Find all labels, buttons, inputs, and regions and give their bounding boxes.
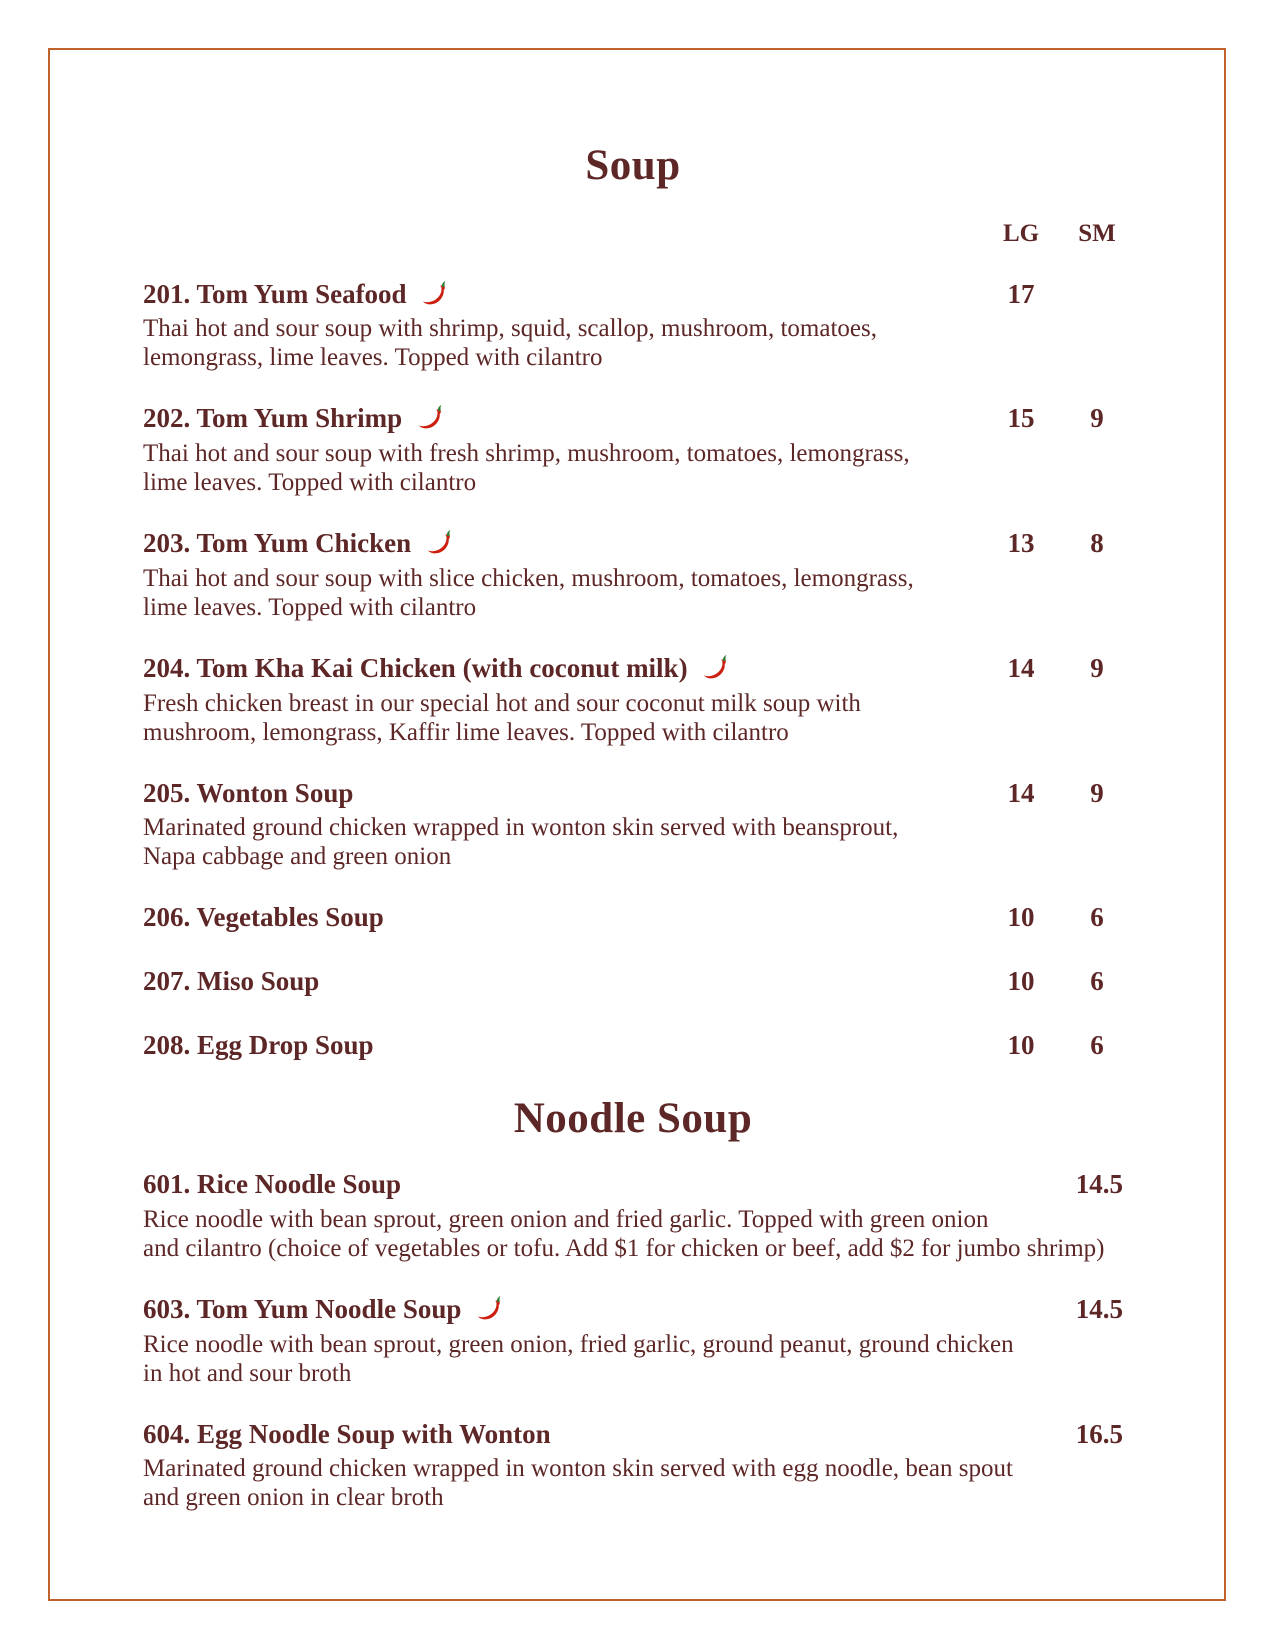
price-large: 15 (1007, 403, 1035, 434)
item-title (143, 1168, 995, 1202)
item-number: 603. (143, 1293, 191, 1324)
description-line: lime leaves. Topped with cilantro (143, 469, 477, 497)
item-header-row (143, 1029, 1123, 1063)
item-name: Tom Yum Chicken (196, 528, 412, 559)
item-header-row (143, 1418, 1123, 1452)
item-name: Vegetables Soup (196, 902, 384, 933)
item-title (143, 278, 971, 312)
item-header-row (143, 1168, 1123, 1202)
item-header-row (143, 965, 1123, 999)
item-name: Tom Yum Noodle Soup (196, 1293, 462, 1324)
item-title (143, 901, 971, 935)
menu-item (143, 1293, 1123, 1388)
menu-content (143, 140, 1123, 1542)
item-title (143, 652, 971, 686)
description-line: and cilantro (choice of vegetables or tofu. Add $1 for chicken or beef, add $2 for jumbo shrimp) (143, 1234, 1105, 1262)
price-large: 17 (1007, 278, 1035, 309)
price-small: 6 (1090, 966, 1104, 997)
description-line: and green onion in clear broth (143, 1484, 444, 1512)
item-name: Wonton Soup (196, 777, 354, 808)
item-description (143, 1454, 1123, 1512)
item-description (143, 1205, 1123, 1263)
section-title: Soup (585, 142, 681, 189)
description-line: Marinated ground chicken wrapped in wonton skin served with egg noodle, bean spout (143, 1455, 1013, 1483)
item-header-row (143, 777, 1123, 811)
section-items (143, 278, 1123, 1063)
menu-item (143, 652, 1123, 747)
item-number: 601. (143, 1169, 191, 1200)
chili-pepper-icon (474, 1293, 504, 1327)
price-small: 6 (1090, 902, 1104, 933)
description-line: Fresh chicken breast in our special hot and sour coconut milk soup with (143, 689, 861, 717)
description-line: lime leaves. Topped with cilantro (143, 593, 477, 621)
description-line: Rice noodle with bean sprout, green onion, fried garlic, ground peanut, ground chicken (143, 1330, 1014, 1358)
item-header-row (143, 527, 1123, 561)
description-line: Thai hot and sour soup with shrimp, squid, scallop, mushroom, tomatoes, (143, 315, 877, 343)
description-line: Rice noodle with bean sprout, green onion and fried garlic. Topped with green onion (143, 1205, 989, 1233)
item-number: 204. (143, 652, 191, 683)
item-header-row (143, 901, 1123, 935)
menu-item (143, 1029, 1123, 1063)
item-description (143, 813, 1123, 871)
price-large: 13 (1007, 528, 1035, 559)
item-title (143, 1293, 995, 1327)
section-title: Noodle Soup (513, 1094, 753, 1142)
item-title (143, 1029, 971, 1063)
menu-section (143, 140, 1123, 1063)
item-header-row (143, 1293, 1123, 1327)
item-title (143, 1418, 995, 1452)
price-large: 14 (1007, 777, 1035, 808)
menu-item (143, 402, 1123, 497)
item-name: Egg Drop Soup (197, 1029, 374, 1060)
item-name: Tom Yum Shrimp (196, 403, 403, 434)
price: 14.5 (1075, 1293, 1123, 1324)
item-number: 206. (143, 902, 191, 933)
size-label-large: LG (1002, 219, 1040, 247)
item-description (143, 1330, 1123, 1388)
price-small: 8 (1090, 528, 1104, 559)
price-small: 9 (1090, 652, 1104, 683)
chili-pepper-icon (700, 652, 730, 686)
item-title (143, 965, 971, 999)
item-header-row (143, 652, 1123, 686)
chili-pepper-icon (424, 527, 454, 561)
menu-item (143, 527, 1123, 622)
item-name: Tom Yum Seafood (196, 278, 407, 309)
chili-pepper-icon (415, 402, 445, 436)
price-small: 9 (1090, 403, 1104, 434)
item-header-row (143, 402, 1123, 436)
item-name: Rice Noodle Soup (197, 1169, 402, 1200)
item-number: 203. (143, 528, 191, 559)
description-line: Marinated ground chicken wrapped in wonton skin served with beansprout, (143, 814, 899, 842)
menu-section (143, 1093, 1123, 1513)
price-large: 10 (1007, 902, 1035, 933)
description-line: Thai hot and sour soup with fresh shrimp, mushroom, tomatoes, lemongrass, (143, 440, 910, 468)
price-large: 14 (1007, 652, 1035, 683)
description-line: mushroom, lemongrass, Kaffir lime leaves. Topped with cilantro (143, 718, 789, 746)
chili-pepper-icon (419, 278, 449, 312)
description-line: Thai hot and sour soup with slice chicken, mushroom, tomatoes, lemongrass, (143, 564, 914, 592)
price-large: 10 (1007, 1029, 1035, 1060)
menu-item (143, 777, 1123, 872)
item-name: Tom Kha Kai Chicken (with coconut milk) (196, 652, 688, 683)
item-title (143, 527, 971, 561)
price: 16.5 (1075, 1418, 1123, 1449)
menu-item (143, 1168, 1123, 1263)
description-line: lemongrass, lime leaves. Topped with cilantro (143, 344, 603, 372)
price-large: 10 (1007, 966, 1035, 997)
item-name: Miso Soup (197, 966, 320, 997)
item-description (143, 314, 1123, 372)
menu-item (143, 278, 1123, 373)
item-name: Egg Noodle Soup with Wonton (197, 1418, 551, 1449)
item-number: 201. (143, 278, 191, 309)
menu-item (143, 965, 1123, 999)
price: 14.5 (1075, 1169, 1123, 1200)
price-small: 6 (1090, 1029, 1104, 1060)
size-label-small: SM (1078, 219, 1116, 247)
size-column-headers (143, 220, 1123, 248)
price-small: 9 (1090, 777, 1104, 808)
item-title (143, 402, 971, 436)
item-number: 202. (143, 403, 191, 434)
description-line: Napa cabbage and green onion (143, 843, 452, 871)
item-header-row (143, 278, 1123, 312)
item-number: 205. (143, 777, 191, 808)
item-number: 207. (143, 966, 191, 997)
menu-item (143, 1418, 1123, 1513)
item-title (143, 777, 971, 811)
section-items (143, 1168, 1123, 1512)
menu-item (143, 901, 1123, 935)
item-description (143, 564, 1123, 622)
description-line: in hot and sour broth (143, 1359, 352, 1387)
item-number: 208. (143, 1029, 191, 1060)
item-description (143, 439, 1123, 497)
item-number: 604. (143, 1418, 191, 1449)
item-description (143, 689, 1123, 747)
